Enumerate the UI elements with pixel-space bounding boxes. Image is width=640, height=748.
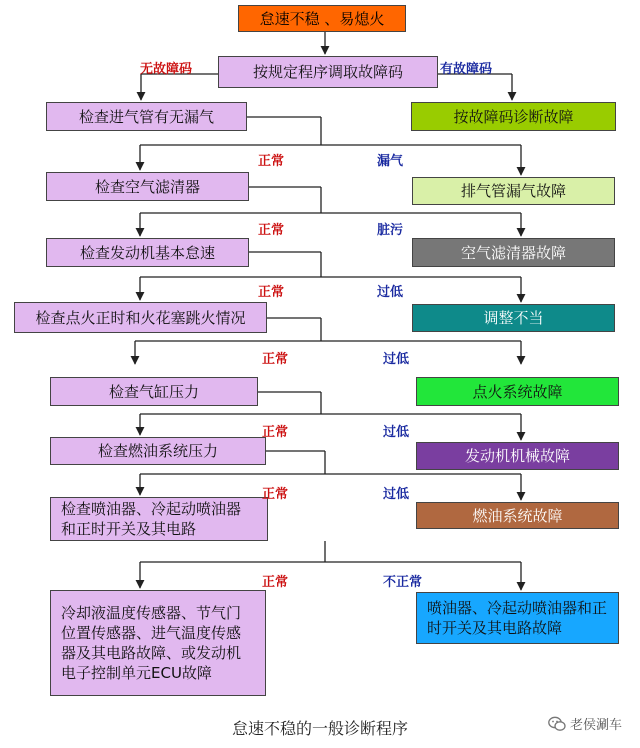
check-base-idle-box [46, 238, 249, 267]
retrieve-codes-label: 按规定程序调取故障码 [252, 63, 403, 81]
check-injector-label: 检查喷油器、冷起动喷油器和正时开关及其电路 [61, 500, 242, 538]
fuel-system-fault-box [416, 502, 619, 529]
check-cylinder-pressure-box [50, 377, 258, 406]
check-air-filter-label: 检查空气滤清器 [94, 177, 200, 196]
check-cylinder-pressure-label: 检查气缸压力 [108, 382, 199, 401]
watermark-text: 老侯涮车 [569, 718, 622, 733]
label-leak: 漏气 [377, 154, 404, 169]
check-fuel-pressure-box [50, 437, 266, 465]
label-normal-5: 正常 [262, 425, 289, 440]
engine-mechanical-fault-label: 发动机机械故障 [464, 447, 570, 465]
check-intake-leak-box [46, 102, 247, 131]
label-has-code: 有故障码 [440, 62, 493, 77]
check-fuel-pressure-label: 检查燃油系统压力 [97, 442, 218, 460]
adjust-improper-box [412, 304, 615, 332]
start-box [238, 5, 406, 32]
label-normal-2: 正常 [258, 223, 285, 238]
exhaust-leak-box [412, 177, 615, 205]
label-dirty: 脏污 [377, 223, 404, 238]
label-normal-3: 正常 [258, 285, 285, 300]
air-filter-fault-box [412, 238, 615, 267]
check-air-filter-box [46, 172, 249, 201]
engine-mechanical-fault-box [416, 442, 619, 470]
exhaust-leak-label: 排气管漏气故障 [460, 182, 566, 200]
check-injector-box [50, 497, 268, 541]
start-box-label: 怠速不稳 、易熄火 [259, 9, 385, 28]
check-base-idle-label: 检查发动机基本怠速 [79, 243, 215, 262]
check-ignition-timing-label: 检查点火正时和火花塞跳火情况 [35, 308, 246, 327]
diagram-caption: 怠速不稳的一般诊断程序 [231, 719, 408, 738]
ignition-system-fault-label: 点火系统故障 [472, 382, 563, 401]
diagnose-by-code-box [411, 102, 616, 131]
retrieve-codes-box [218, 56, 438, 88]
label-normal-7: 正常 [262, 575, 289, 590]
check-ignition-timing-box [14, 302, 267, 333]
check-intake-leak-label: 检查进气管有无漏气 [78, 107, 214, 126]
sensor-ecu-fault-box [50, 590, 266, 696]
ignition-system-fault-box [416, 377, 619, 406]
label-too-low-1: 过低 [377, 285, 404, 300]
label-abnormal: 不正常 [383, 575, 423, 590]
fuel-system-fault-label: 燃油系统故障 [472, 506, 563, 525]
injector-circuit-fault-box [416, 592, 619, 644]
watermark [548, 714, 622, 733]
label-too-low-3: 过低 [383, 425, 410, 440]
sensor-ecu-fault-label: 冷却液温度传感器、节气门位置传感器、进气温度传感器及其电路故障、或发动机电子控制单元ECU故障 [61, 604, 242, 682]
adjust-improper-label: 调整不当 [483, 309, 544, 327]
diagnose-by-code-label: 按故障码诊断故障 [453, 107, 574, 126]
label-too-low-2: 过低 [383, 352, 410, 367]
label-normal-1: 正常 [258, 154, 285, 169]
label-no-code: 无故障码 [140, 62, 193, 77]
injector-circuit-fault-label: 喷油器、冷起动喷油器和正时开关及其电路故障 [427, 599, 608, 637]
wechat-icon [548, 716, 566, 732]
label-normal-4: 正常 [262, 352, 289, 367]
label-normal-6: 正常 [262, 487, 289, 502]
air-filter-fault-label: 空气滤清器故障 [460, 243, 566, 262]
label-too-low-4: 过低 [383, 487, 410, 502]
